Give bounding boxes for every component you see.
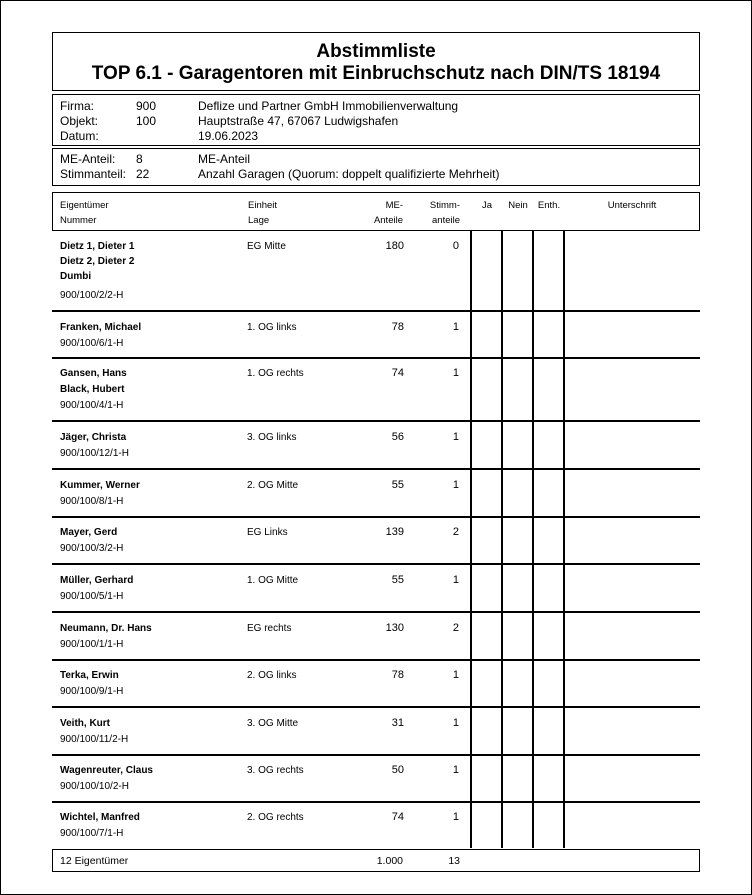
me-share: 50	[391, 764, 404, 776]
owner-number: 900/100/5/1-H	[60, 591, 124, 602]
me-share: 78	[391, 669, 404, 681]
header-lage: Lage	[248, 215, 270, 226]
vote-share: 1	[452, 811, 459, 823]
me-share: 56	[391, 431, 404, 443]
owner-name: Mayer, Gerd	[60, 527, 118, 538]
owner-name: Dumbi	[60, 271, 92, 282]
table-row	[52, 430, 700, 470]
owner-count: 12 Eigentümer	[60, 855, 129, 867]
table-row	[52, 239, 700, 311]
unit-location: 2. OG links	[247, 670, 297, 681]
header-stimm: Stimm-	[429, 200, 460, 211]
header-enthaltung: Enth.	[537, 200, 561, 211]
me-share: 78	[391, 321, 404, 333]
row-divider	[52, 468, 700, 470]
datum-label: Datum:	[60, 129, 99, 143]
unit-location: EG rechts	[247, 623, 292, 634]
owner-number: 900/100/11/2-H	[60, 734, 129, 745]
me-share: 31	[391, 717, 404, 729]
me-share: 139	[385, 526, 404, 538]
header-eigentuemer: Eigentümer	[60, 200, 109, 211]
header-stimm-anteile: anteile	[432, 215, 460, 226]
row-divider	[52, 310, 700, 312]
objekt-label: Objekt:	[60, 114, 99, 128]
objekt-value: Hauptstraße 47, 67067 Ludwigshafen	[198, 114, 399, 128]
me-share: 55	[391, 479, 404, 491]
page-title: Abstimmliste	[316, 41, 436, 62]
row-divider	[52, 357, 700, 359]
me-box	[52, 148, 700, 186]
table-header	[52, 192, 700, 231]
header-me-anteile: Anteile	[373, 215, 403, 226]
unit-location: 1. OG rechts	[247, 368, 304, 379]
stimm-code: 22	[136, 167, 150, 181]
row-divider	[52, 420, 700, 422]
page-subtitle: TOP 6.1 - Garagentoren mit Einbruchschutz nach DIN/TS 18194	[91, 63, 661, 84]
me-code: 8	[136, 152, 143, 166]
owner-name: Neumann, Dr. Hans	[60, 623, 152, 634]
owner-number: 900/100/2/2-H	[60, 290, 124, 301]
owner-name: Wagenreuter, Claus	[60, 765, 153, 776]
vote-share: 2	[452, 622, 459, 634]
unit-location: 3. OG links	[247, 432, 297, 443]
stimm-label: Stimmanteil:	[60, 167, 127, 181]
table-row	[52, 621, 700, 661]
vote-share: 1	[452, 479, 459, 491]
owner-name: Kummer, Werner	[60, 480, 140, 491]
me-label: ME-Anteil:	[60, 152, 116, 166]
table-row	[52, 716, 700, 756]
unit-location: 2. OG Mitte	[247, 480, 299, 491]
datum-value: 19.06.2023	[198, 129, 259, 143]
vote-share: 1	[452, 431, 459, 443]
unit-location: 3. OG rechts	[247, 765, 304, 776]
owner-number: 900/100/3/2-H	[60, 543, 124, 554]
row-divider	[52, 801, 700, 803]
firma-code: 900	[136, 99, 157, 113]
owner-name: Jäger, Christa	[60, 432, 127, 443]
owner-number: 900/100/1/1-H	[60, 639, 124, 650]
title-box	[52, 32, 700, 91]
vote-share: 1	[452, 574, 459, 586]
header-ja: Ja	[481, 200, 493, 211]
table-row	[52, 573, 700, 613]
row-divider	[52, 706, 700, 708]
vote-share: 1	[452, 321, 459, 333]
unit-location: 1. OG Mitte	[247, 575, 299, 586]
row-divider	[52, 659, 700, 661]
vote-share: 0	[452, 240, 459, 252]
unit-location: EG Links	[247, 527, 288, 538]
firma-value: Deflize und Partner GmbH Immobilienverwaltung	[198, 99, 459, 113]
me-share: 130	[385, 622, 404, 634]
owner-number: 900/100/9/1-H	[60, 686, 124, 697]
owner-number: 900/100/12/1-H	[60, 448, 129, 459]
vote-share: 2	[452, 526, 459, 538]
owner-name: Wichtel, Manfred	[60, 812, 140, 823]
owner-number: 900/100/4/1-H	[60, 400, 124, 411]
objekt-code: 100	[136, 114, 157, 128]
owner-number: 900/100/6/1-H	[60, 338, 124, 349]
header-nein: Nein	[508, 200, 528, 211]
owner-name: Müller, Gerhard	[60, 575, 134, 586]
table-row	[52, 320, 700, 360]
stimm-value: Anzahl Garagen (Quorum: doppelt qualifizierte Mehrheit)	[198, 167, 500, 181]
owner-name: Franken, Michael	[60, 322, 142, 333]
me-value: ME-Anteil	[198, 152, 251, 166]
unit-location: 2. OG rechts	[247, 812, 304, 823]
firma-label: Firma:	[60, 99, 94, 113]
vote-share: 1	[452, 764, 459, 776]
header-me: ME-	[385, 200, 403, 211]
me-share: 180	[385, 240, 404, 252]
owner-name: Gansen, Hans	[60, 368, 127, 379]
owner-name: Dietz 2, Dieter 2	[60, 256, 135, 267]
me-share: 55	[391, 574, 404, 586]
unit-location: 1. OG links	[247, 322, 297, 333]
header-unterschrift: Unterschrift	[607, 200, 657, 211]
unit-location: 3. OG Mitte	[247, 718, 299, 729]
owner-name: Dietz 1, Dieter 1	[60, 241, 135, 252]
owner-name: Veith, Kurt	[60, 718, 111, 729]
vote-share: 1	[452, 367, 459, 379]
table-row	[52, 668, 700, 708]
row-divider	[52, 563, 700, 565]
header-einheit: Einheit	[248, 200, 278, 211]
info-box	[52, 94, 700, 146]
unit-location: EG Mitte	[247, 241, 286, 252]
table-row	[52, 763, 700, 803]
vote-share: 1	[452, 669, 459, 681]
vote-share: 1	[452, 717, 459, 729]
row-divider	[52, 516, 700, 518]
vote-total: 13	[448, 855, 460, 867]
me-share: 74	[391, 367, 404, 379]
row-divider	[52, 754, 700, 756]
me-total: 1.000	[376, 855, 403, 867]
me-share: 74	[391, 811, 404, 823]
table-footer	[52, 849, 700, 872]
owner-name: Terka, Erwin	[60, 670, 119, 681]
owner-number: 900/100/10/2-H	[60, 781, 129, 792]
owner-number: 900/100/7/1-H	[60, 828, 124, 839]
row-divider	[52, 611, 700, 613]
table-row	[52, 366, 700, 421]
header-nummer: Nummer	[60, 215, 97, 226]
table-row	[52, 478, 700, 518]
owner-name: Black, Hubert	[60, 384, 125, 395]
owner-number: 900/100/8/1-H	[60, 496, 124, 507]
table-row	[52, 810, 700, 848]
table-row	[52, 525, 700, 565]
